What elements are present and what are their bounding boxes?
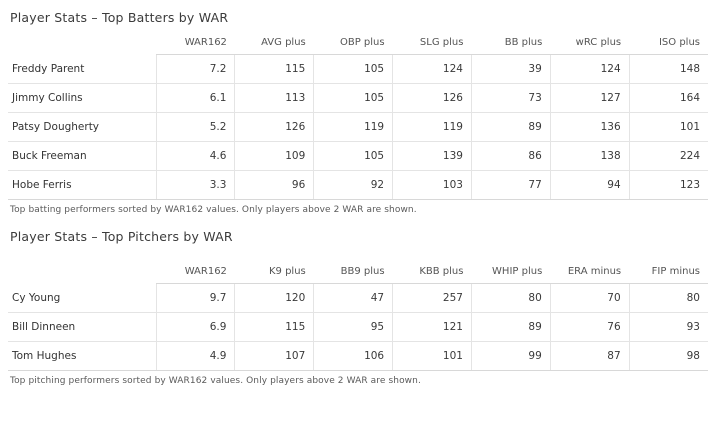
- column-header-slg-plus: SLG plus: [393, 31, 472, 55]
- table-row: [8, 55, 708, 84]
- cell-player-name: Hobe Ferris: [8, 171, 156, 200]
- table-body-pitchers: [8, 284, 708, 371]
- cell-value: 6.9: [156, 313, 235, 342]
- cell-value: 89: [471, 113, 550, 142]
- cell-value: 126: [235, 113, 314, 142]
- cell-value: 139: [393, 142, 472, 171]
- cell-value: 101: [629, 113, 708, 142]
- cell-value: 5.2: [156, 113, 235, 142]
- cell-value: 124: [550, 55, 629, 84]
- cell-value: 105: [314, 84, 393, 113]
- column-header-k9-plus: K9 plus: [235, 260, 314, 284]
- cell-player-name: Jimmy Collins: [8, 84, 156, 113]
- table-header-row: [8, 260, 708, 284]
- cell-player-name: Tom Hughes: [8, 342, 156, 371]
- column-header-iso-plus: ISO plus: [629, 31, 708, 55]
- column-header-kbb-plus: KBB plus: [393, 260, 472, 284]
- cell-player-name: Freddy Parent: [8, 55, 156, 84]
- cell-value: 4.9: [156, 342, 235, 371]
- cell-value: 138: [550, 142, 629, 171]
- cell-value: 136: [550, 113, 629, 142]
- table-row: [8, 142, 708, 171]
- cell-value: 93: [629, 313, 708, 342]
- cell-value: 103: [393, 171, 472, 200]
- footnote-pitchers: Top pitching performers sorted by WAR162 values. Only players above 2 WAR are shown.: [10, 376, 421, 386]
- cell-value: 87: [550, 342, 629, 371]
- cell-value: 113: [235, 84, 314, 113]
- section-top-pitchers: [8, 225, 708, 386]
- cell-value: 7.2: [156, 55, 235, 84]
- column-header-war162: WAR162: [156, 31, 235, 55]
- cell-value: 106: [314, 342, 393, 371]
- footnote-batters: Top batting performers sorted by WAR162 values. Only players above 2 WAR are shown.: [10, 205, 417, 215]
- cell-value: 105: [314, 55, 393, 84]
- cell-value: 4.6: [156, 142, 235, 171]
- section-spacer: [8, 217, 708, 225]
- cell-value: 3.3: [156, 171, 235, 200]
- cell-value: 95: [314, 313, 393, 342]
- title-table-spacer: [8, 250, 708, 260]
- column-header-bb9-plus: BB9 plus: [314, 260, 393, 284]
- table-header-row: [8, 31, 708, 55]
- cell-value: 73: [471, 84, 550, 113]
- column-header-bb-plus: BB plus: [471, 31, 550, 55]
- cell-player-name: Patsy Dougherty: [8, 113, 156, 142]
- column-header-whip-plus: WHIP plus: [471, 260, 550, 284]
- cell-value: 39: [471, 55, 550, 84]
- cell-value: 224: [629, 142, 708, 171]
- cell-value: 115: [235, 55, 314, 84]
- column-header-war162: WAR162: [156, 260, 235, 284]
- cell-value: 80: [471, 284, 550, 313]
- page-title-pitchers: Player Stats – Top Pitchers by WAR: [10, 229, 233, 244]
- cell-value: 92: [314, 171, 393, 200]
- table-body-batters: [8, 55, 708, 200]
- cell-value: 96: [235, 171, 314, 200]
- cell-value: 89: [471, 313, 550, 342]
- cell-value: 94: [550, 171, 629, 200]
- cell-value: 9.7: [156, 284, 235, 313]
- table-header-pitchers: [8, 260, 708, 284]
- cell-value: 121: [393, 313, 472, 342]
- cell-value: 257: [393, 284, 472, 313]
- cell-player-name: Cy Young: [8, 284, 156, 313]
- column-header-avg-plus: AVG plus: [235, 31, 314, 55]
- cell-value: 77: [471, 171, 550, 200]
- cell-value: 6.1: [156, 84, 235, 113]
- cell-value: 76: [550, 313, 629, 342]
- page-title-batters: Player Stats – Top Batters by WAR: [10, 10, 229, 25]
- column-header-fip-minus: FIP minus: [629, 260, 708, 284]
- cell-value: 70: [550, 284, 629, 313]
- cell-value: 98: [629, 342, 708, 371]
- cell-value: 107: [235, 342, 314, 371]
- cell-value: 99: [471, 342, 550, 371]
- cell-value: 47: [314, 284, 393, 313]
- cell-value: 124: [393, 55, 472, 84]
- table-row: [8, 171, 708, 200]
- section-top-batters: [8, 6, 708, 215]
- table-row: [8, 113, 708, 142]
- column-header-player: [8, 31, 156, 55]
- cell-value: 86: [471, 142, 550, 171]
- cell-value: 119: [393, 113, 472, 142]
- cell-value: 80: [629, 284, 708, 313]
- table-top-batters: [8, 31, 708, 200]
- cell-value: 115: [235, 313, 314, 342]
- table-header-batters: [8, 31, 708, 55]
- column-header-obp-plus: OBP plus: [314, 31, 393, 55]
- table-row: [8, 84, 708, 113]
- cell-value: 123: [629, 171, 708, 200]
- cell-value: 164: [629, 84, 708, 113]
- cell-value: 109: [235, 142, 314, 171]
- table-row: [8, 313, 708, 342]
- cell-player-name: Buck Freeman: [8, 142, 156, 171]
- cell-value: 127: [550, 84, 629, 113]
- cell-player-name: Bill Dinneen: [8, 313, 156, 342]
- column-header-era-minus: ERA minus: [550, 260, 629, 284]
- cell-value: 120: [235, 284, 314, 313]
- cell-value: 119: [314, 113, 393, 142]
- column-header-wrc-plus: wRC plus: [550, 31, 629, 55]
- cell-value: 126: [393, 84, 472, 113]
- cell-value: 148: [629, 55, 708, 84]
- table-row: [8, 284, 708, 313]
- table-row: [8, 342, 708, 371]
- column-header-player: [8, 260, 156, 284]
- table-top-pitchers: [8, 260, 708, 371]
- cell-value: 105: [314, 142, 393, 171]
- cell-value: 101: [393, 342, 472, 371]
